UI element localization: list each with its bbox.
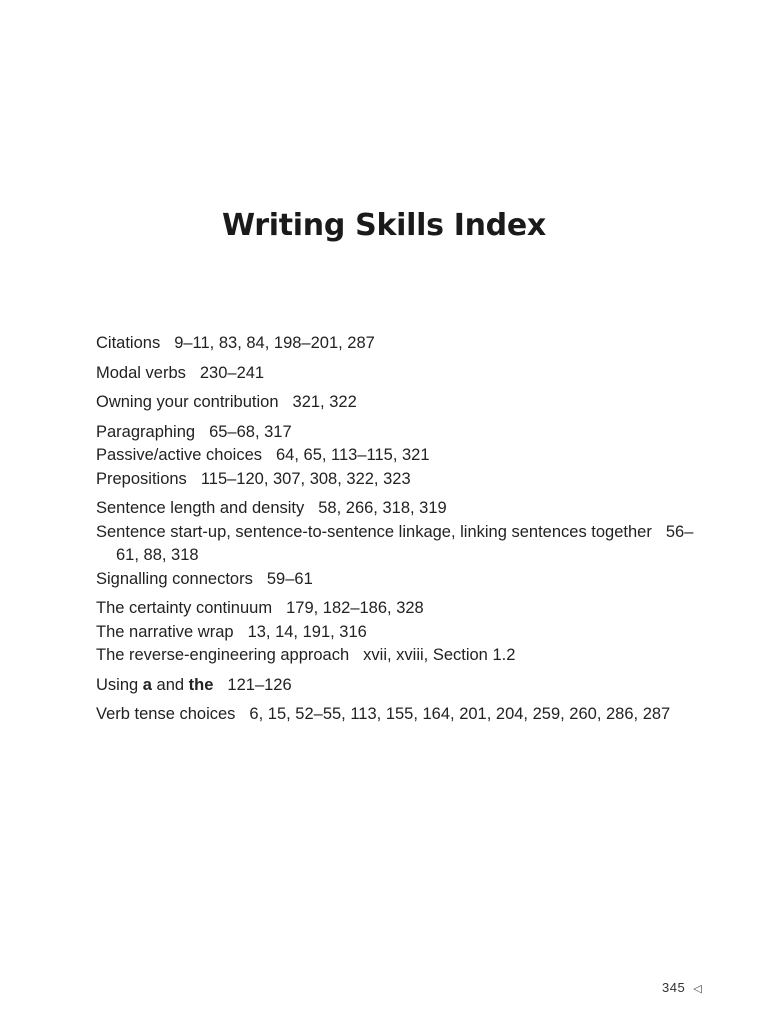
index-entry-paragraphing xyxy=(96,421,716,445)
index-term: Passive/active choices xyxy=(96,446,262,464)
index-term: Signalling connectors xyxy=(96,569,253,588)
index-term: The certainty continuum xyxy=(96,599,273,617)
index-pages: 179, 182–186, 328 xyxy=(286,599,424,617)
index-term: The reverse-engineering approach xyxy=(96,646,350,664)
index-term-bold-a: a xyxy=(142,675,152,694)
index-pages: 64, 65, 113–115, 321 xyxy=(276,446,430,464)
index-entry-sentence-length xyxy=(96,497,716,521)
index-pages: 6, 15, 52–55, 113, 155, 164, 201, 204, 259, 260, 286, 287 xyxy=(249,705,671,723)
triangle-left-icon: ◁ xyxy=(693,983,703,995)
index-term-part: and xyxy=(151,675,189,694)
index-pages: 121–126 xyxy=(227,675,292,694)
page-number: 345 xyxy=(662,980,686,995)
index-term: Modal verbs xyxy=(96,363,186,382)
index-term: Verb tense choices xyxy=(96,705,236,723)
index-term-part: Using xyxy=(96,675,143,694)
index-pages: 230–241 xyxy=(199,363,265,382)
index-term: Citations xyxy=(96,334,161,352)
index-pages: 58, 266, 318, 319 xyxy=(318,499,447,517)
index-entry-sentence-start-up xyxy=(96,521,716,568)
index-pages: 13, 14, 191, 316 xyxy=(247,622,367,641)
index-entry-verb-tense xyxy=(96,703,716,727)
index-entry-using-a-and-the xyxy=(96,674,716,698)
index-pages: 56–61, 88, 318 xyxy=(116,522,694,564)
index-term xyxy=(96,676,213,694)
index-entry-modal-verbs xyxy=(96,362,716,386)
index-term: Sentence start-up, sentence-to-sentence linkage, linking sentences together xyxy=(96,522,652,541)
index-term: Sentence length and density xyxy=(96,499,305,517)
index-list xyxy=(96,332,716,727)
index-entry-prepositions xyxy=(96,468,716,492)
index-entry-narrative-wrap xyxy=(96,621,716,645)
index-pages: 65–68, 317 xyxy=(209,422,292,441)
index-term: Prepositions xyxy=(96,469,187,488)
index-entry-citations xyxy=(96,332,716,356)
index-entry-signalling-connectors xyxy=(96,568,716,592)
index-entry-reverse-engineering xyxy=(96,644,716,668)
index-term: Paragraphing xyxy=(96,422,196,441)
index-term: The narrative wrap xyxy=(96,622,234,641)
index-entry-certainty-continuum xyxy=(96,597,716,621)
index-entry-owning-contribution xyxy=(96,391,716,415)
index-term-bold-the: the xyxy=(188,675,214,694)
index-pages: xvii, xviii, Section 1.2 xyxy=(363,646,516,664)
index-pages: 59–61 xyxy=(266,569,313,588)
index-pages: 9–11, 83, 84, 198–201, 287 xyxy=(174,334,375,352)
index-pages: 115–120, 307, 308, 322, 323 xyxy=(200,469,411,488)
index-pages: 321, 322 xyxy=(292,393,357,411)
page-title: Writing Skills Index xyxy=(222,208,546,243)
index-term: Owning your contribution xyxy=(96,393,279,411)
index-entry-passive-active xyxy=(96,444,716,468)
page-footer xyxy=(662,980,702,995)
